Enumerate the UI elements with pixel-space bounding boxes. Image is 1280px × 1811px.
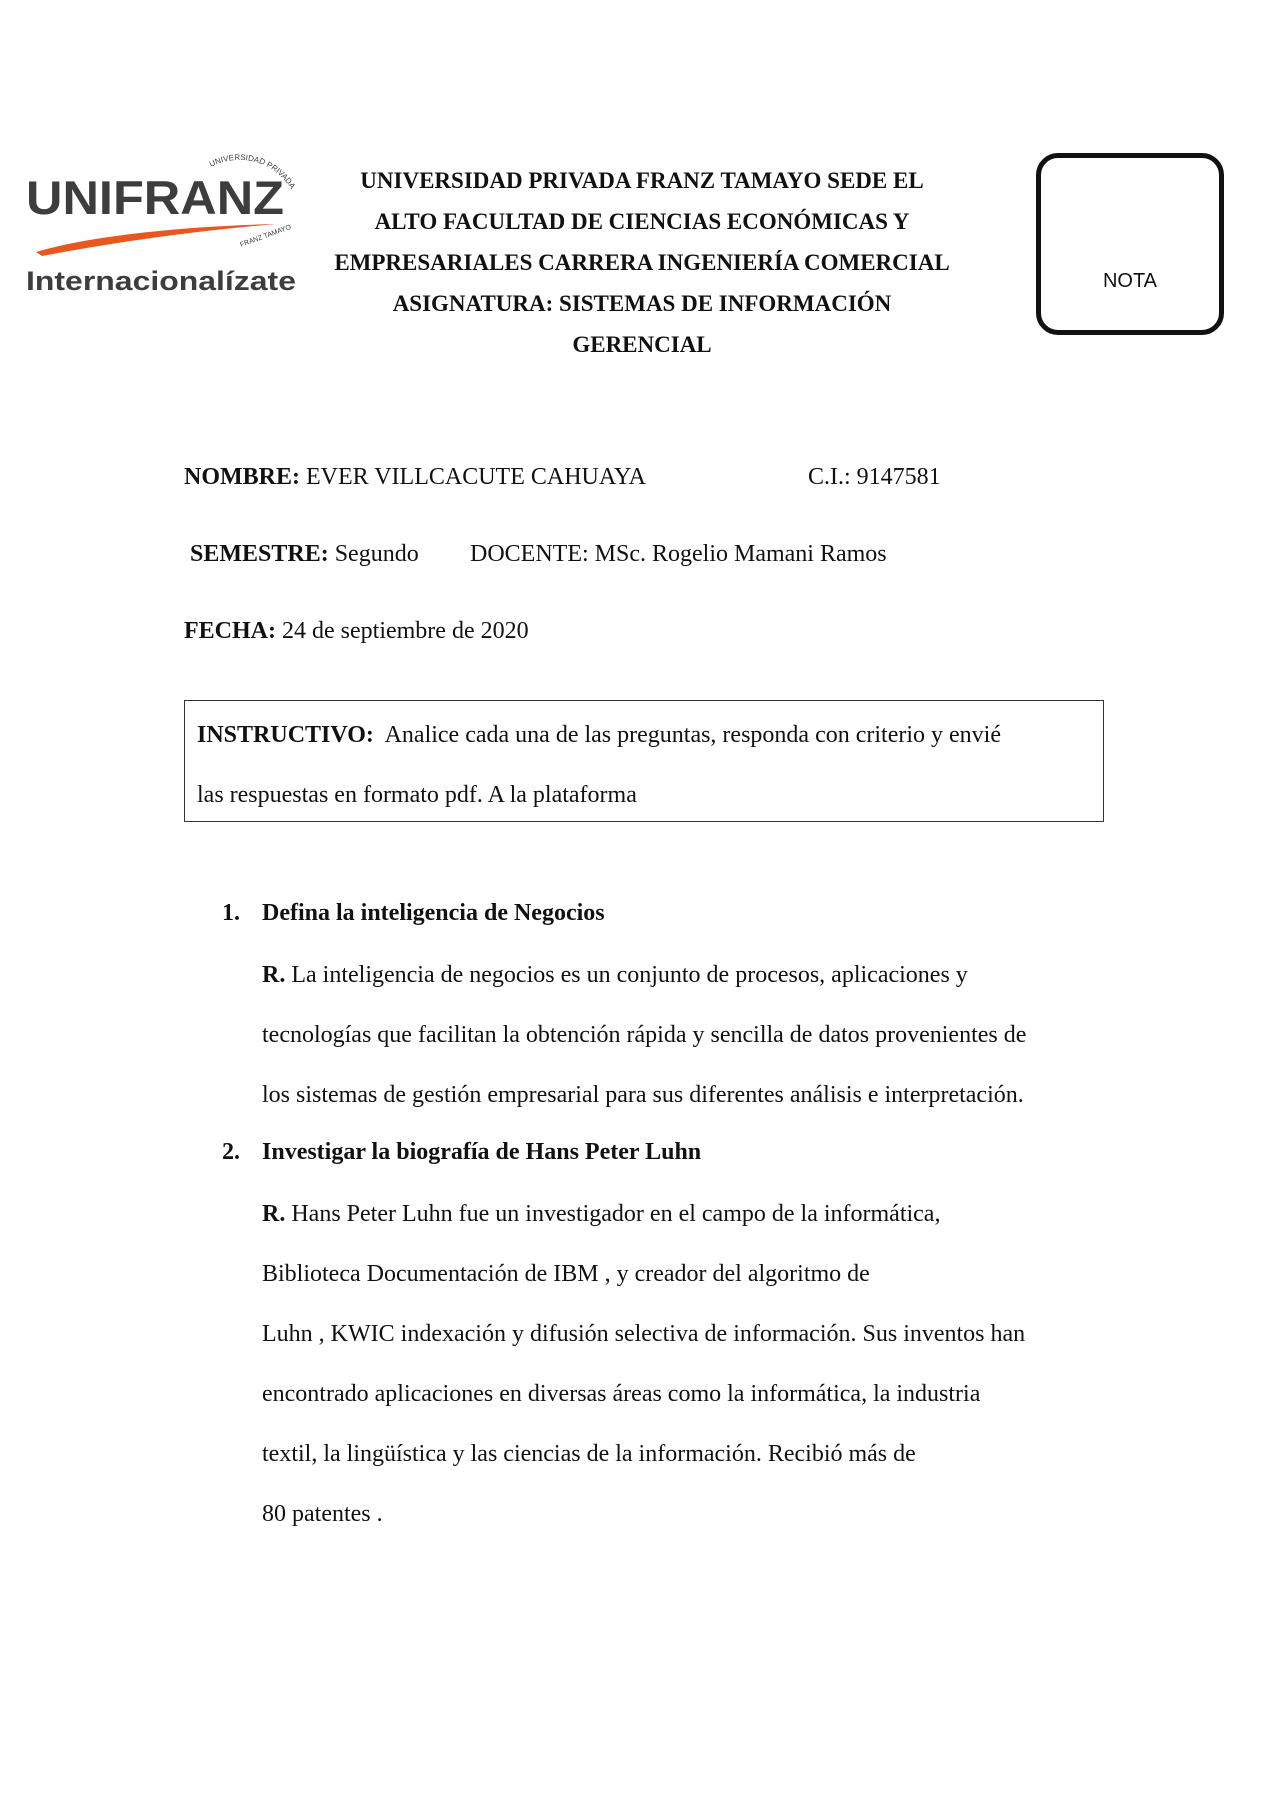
semester-value: Segundo xyxy=(334,541,419,567)
semester-label: SEMESTRE: xyxy=(190,541,329,567)
logo-graphic xyxy=(26,152,306,302)
header-line: GERENCIAL xyxy=(572,332,712,357)
instructions-label: INSTRUCTIVO: xyxy=(197,722,374,748)
name-value: EVER VILLCACUTE CAHUAYA xyxy=(306,464,647,490)
answer-line: Biblioteca Documentación de IBM , y creador del algoritmo de xyxy=(262,1261,870,1287)
answer-line: tecnologías que facilitan la obtención rápida y sencilla de datos provenientes de xyxy=(262,1022,1027,1048)
question-number: 2. xyxy=(222,1139,240,1165)
logo-brand-text: UNIFRANZ xyxy=(26,171,284,224)
date-label: FECHA: xyxy=(184,618,276,644)
answer-line: 80 patentes . xyxy=(262,1501,383,1527)
semester-line xyxy=(190,541,419,568)
answer-label: R. xyxy=(262,962,286,988)
instructions-box xyxy=(184,700,1104,822)
grade-box xyxy=(1036,153,1224,335)
question-text: Investigar la biografía de Hans Peter Luhn xyxy=(262,1139,702,1165)
header-line: UNIVERSIDAD PRIVADA FRANZ TAMAYO SEDE EL xyxy=(360,168,924,193)
answer-2 xyxy=(262,1184,1025,1544)
answer-line: encontrado aplicaciones en diversas áreas como la informática, la industria xyxy=(262,1381,981,1407)
ci-value: C.I.: 9147581 xyxy=(808,464,941,490)
answer-line: Luhn , KWIC indexación y difusión selectiva de información. Sus inventos han xyxy=(262,1321,1026,1347)
answer-line: los sistemas de gestión empresarial para sus diferentes análisis e interpretación. xyxy=(262,1082,1024,1108)
document-header xyxy=(322,160,962,365)
answer-line: Hans Peter Luhn fue un investigador en el campo de la informática, xyxy=(291,1201,941,1227)
question-2-title xyxy=(222,1139,701,1166)
instructions-text: Analice cada una de las preguntas, responda con criterio y envié xyxy=(384,722,1001,748)
question-text: Defina la inteligencia de Negocios xyxy=(262,900,605,926)
header-line: ASIGNATURA: SISTEMAS DE INFORMACIÓN xyxy=(392,291,892,316)
logo-slogan: Internacionalízate xyxy=(26,266,296,296)
logo-arc-text: UNIVERSIDAD PRIVADA xyxy=(207,152,298,191)
teacher-value: DOCENTE: MSc. Rogelio Mamani Ramos xyxy=(470,541,887,567)
logo-swoosh xyxy=(36,224,276,256)
header-line: ALTO FACULTAD DE CIENCIAS ECONÓMICAS Y xyxy=(374,209,910,234)
unifranz-logo xyxy=(26,152,306,302)
header-line: EMPRESARIALES CARRERA INGENIERÍA COMERCIAL xyxy=(334,250,950,275)
student-name-line xyxy=(184,464,646,491)
question-number: 1. xyxy=(222,900,240,926)
question-1-title xyxy=(222,900,605,927)
date-line xyxy=(184,618,529,645)
name-label: NOMBRE: xyxy=(184,464,300,490)
grade-label: NOTA xyxy=(1102,270,1158,292)
answer-label: R. xyxy=(262,1201,286,1227)
answer-1 xyxy=(262,945,1026,1125)
logo-small-text: FRANZ TAMAYO xyxy=(239,223,293,249)
date-value: 24 de septiembre de 2020 xyxy=(282,618,529,644)
instructions-text-2: las respuestas en formato pdf. A la plataforma xyxy=(197,782,637,808)
answer-line: textil, la lingüística y las ciencias de la información. Recibió más de xyxy=(262,1441,916,1467)
answer-line: La inteligencia de negocios es un conjunto de procesos, aplicaciones y xyxy=(291,962,968,988)
